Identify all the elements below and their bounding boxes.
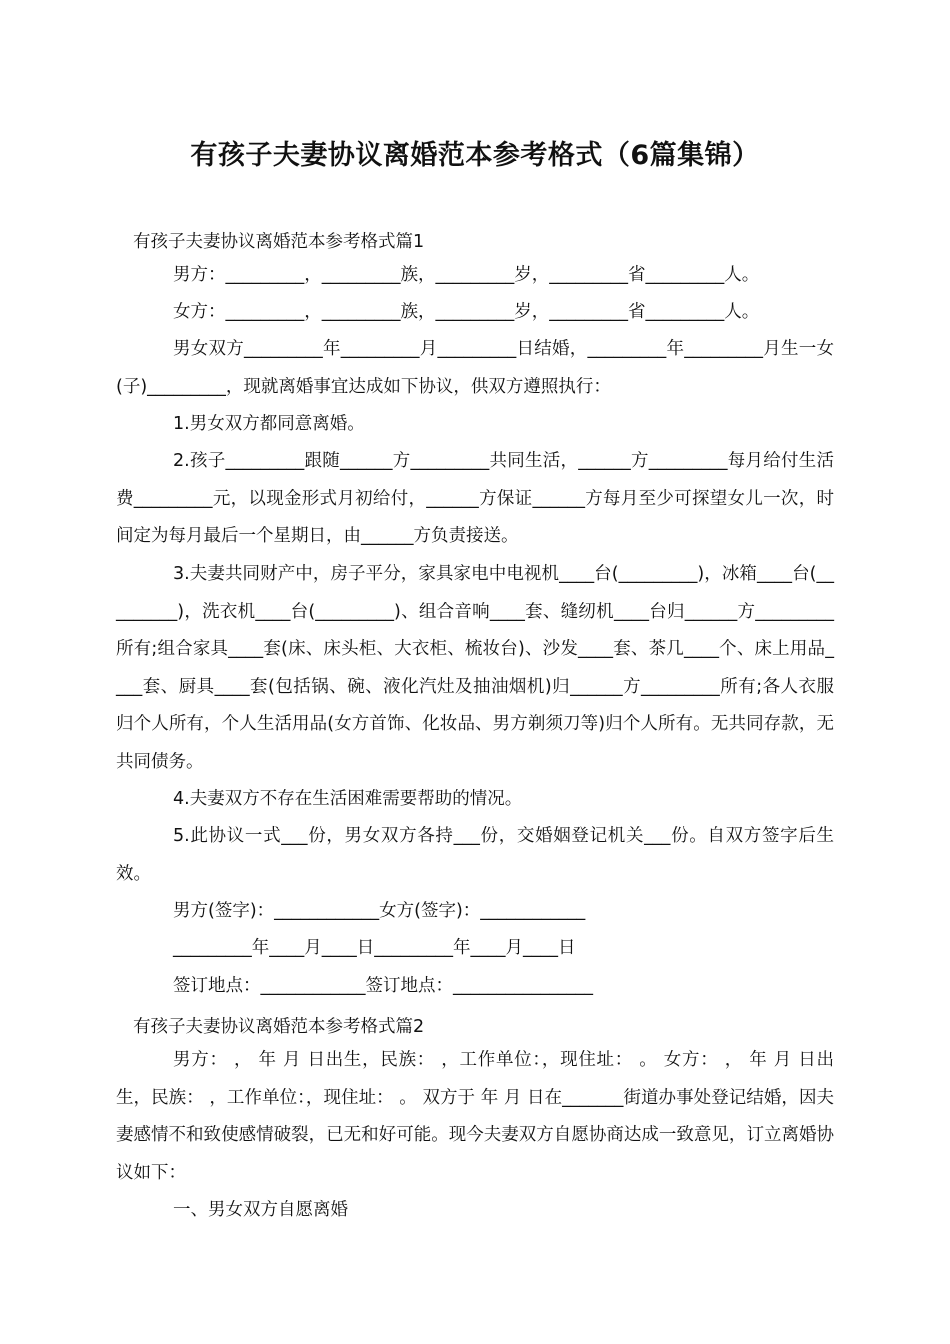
male-party-line: 男方：_________，_________族，_________岁，_________省_________人。 bbox=[173, 265, 760, 285]
clause-3-property: 3.夫妻共同财产中，房子平分，家具家电中电视机____台(_________)，冰箱____台(_________)，洗衣机____台(_________)、组合音响____套、缝纫机____台归______方_________所有;组合家具____套(床、床头柜、大衣柜、梳妆台)、沙发____套、茶几____个、床上用品____套、厨具____套(包括锅、碗、液化汽灶及抽油烟机)归______方_________所有;各人衣服归个人所有，个人生活用品(女方首饰、化妆品、男方剃须刀等)归个人所有。无共同存款，无共同债务。 bbox=[116, 564, 834, 772]
section-heading-2: 有孩子夫妻协议离婚范本参考格式篇2 bbox=[133, 1017, 425, 1037]
section2-intro: 男方： ， 年 月 日出生，民族： ，工作单位：，现住址： 。 女方： ， 年 月 日出生，民族： ，工作单位：，现住址： 。 双方于 年 月 日在_______街道办事处登记结婚，因夫妻感情不和致使感情破裂，已无和好可能。现今夫妻双方自愿协商达成一致意见，订立离婚协议如下： bbox=[116, 1050, 834, 1183]
section2-clause-1: 一、男女双方自愿离婚 bbox=[173, 1200, 348, 1220]
female-party-line: 女方：_________，_________族，_________岁，_________省_________人。 bbox=[173, 302, 760, 322]
clause-1: 1.男女双方都同意离婚。 bbox=[173, 414, 365, 434]
date-line: _________年____月____日_________年____月____日 bbox=[173, 938, 576, 958]
section-heading-1: 有孩子夫妻协议离婚范本参考格式篇1 bbox=[133, 232, 425, 252]
signing-place-line: 签订地点：____________签订地点：________________ bbox=[173, 976, 593, 996]
clause-5-copies: 5.此协议一式___份，男女双方各持___份，交婚姻登记机关___份。自双方签字后生效。 bbox=[116, 826, 834, 884]
signature-line: 男方(签字)：____________女方(签字)：____________ bbox=[173, 901, 586, 921]
clause-2-custody: 2.孩子_________跟随______方_________共同生活，______方_________每月给付生活费_________元，以现金形式月初给付，______方保证______方每月至少可探望女儿一次，时间定为每月最后一个星期日，由______方负责接送。 bbox=[116, 451, 834, 546]
agreement-intro: 男女双方_________年_________月_________日结婚，_________年_________月生一女(子)_________，现就离婚事宜达成如下协议，供双方遵照执行： bbox=[116, 339, 834, 397]
clause-4: 4.夫妻双方不存在生活困难需要帮助的情况。 bbox=[173, 789, 523, 809]
document-title: 有孩子夫妻协议离婚范本参考格式（6篇集锦） bbox=[190, 140, 760, 171]
